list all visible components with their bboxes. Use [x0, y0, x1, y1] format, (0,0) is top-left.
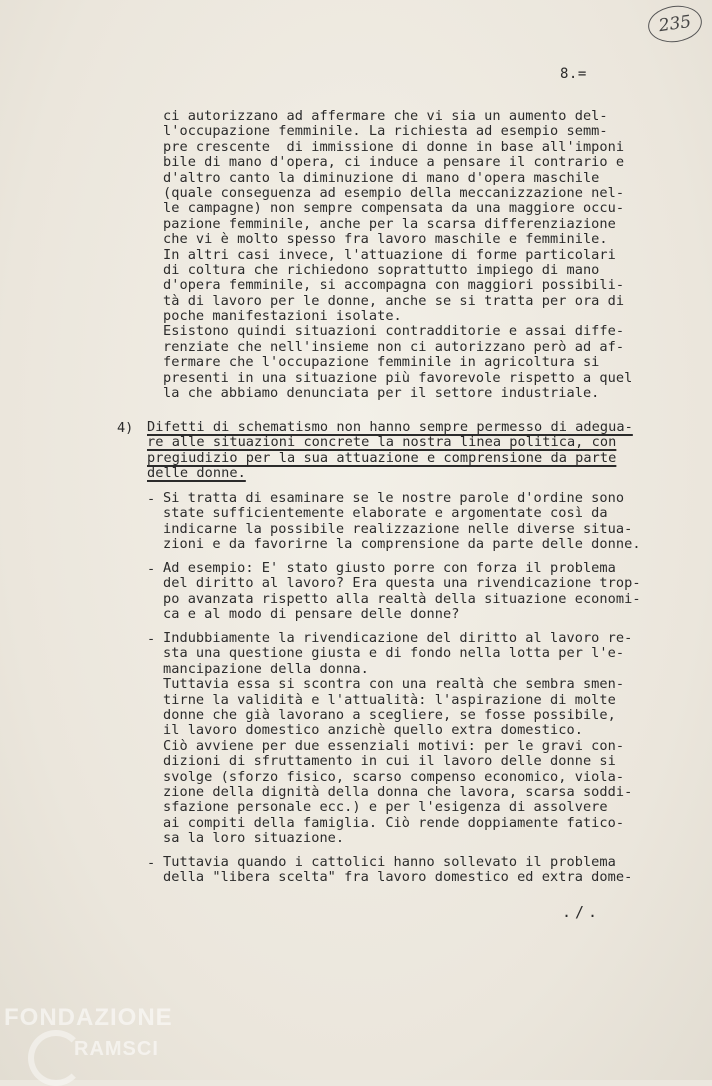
bullet-2-text	[163, 561, 641, 623]
bullet-1-line-4: zioni e da favorirne la comprensione da parte delle donne.	[163, 536, 641, 553]
paragraph-1-line-5: d'altro canto la diminuzione di mano d'opera maschile	[163, 169, 600, 186]
bullet-3-line-12: sfazione personale ecc.) e per l'esigenza di assolvere	[163, 799, 608, 816]
bullet-4-line-2: della "libera scelta" fra lavoro domestico ed extra dome-	[163, 869, 633, 886]
bullet-3-line-6: donne che già lavorano a scegliere, se fosse possibile,	[163, 706, 616, 723]
page-number: 8.=	[560, 66, 587, 82]
bullet-4-dash: -	[147, 855, 156, 871]
paragraph-1-line-7: le campagne) non sempre compensata da una maggiore occu-	[163, 200, 625, 217]
bullet-2-dash: -	[147, 561, 156, 577]
bullet-3-line-11: zione della dignità della donna che lavora, scarsa soddi-	[163, 783, 633, 800]
bullet-3-line-8: Ciò avviene per due essenziali motivi: per le gravi con-	[163, 737, 625, 754]
paragraph-1-line-17: fermare che l'occupazione femminile in agricoltura si	[163, 354, 600, 371]
bullet-2-line-4: ca e al modo di pensare delle donne?	[163, 606, 460, 623]
section-4-number: 4)	[117, 420, 134, 436]
paragraph-1-line-18: presenti in una situazione più favorevole rispetto a quel	[163, 369, 633, 386]
paragraph-1-line-16: renziate che nell'insieme non ci autorizzano però ad af-	[163, 338, 625, 355]
section-4-heading-line-1: Difetti di schematismo non hanno sempre permesso di adegua-	[147, 419, 633, 435]
bullet-3-line-1: Indubbiamente la rivendicazione del diritto al lavoro re-	[163, 630, 633, 646]
archive-stamp: 235	[646, 2, 704, 45]
bullet-1-text	[163, 491, 641, 553]
paragraph-1-line-8: pazione femminile, anche per la scarsa differenziazione	[163, 215, 616, 232]
paragraph-1	[163, 109, 632, 401]
bullet-1-line-1: Si tratta di esaminare se le nostre parole d'ordine sono	[163, 490, 625, 506]
paragraph-1-line-14: poche manifestazioni isolate.	[163, 308, 402, 325]
bullet-3-line-4: Tuttavia essa si scontra con una realtà che sembra smen-	[163, 676, 625, 693]
bullet-3-text	[163, 631, 632, 846]
bullet-3-dash: -	[147, 631, 156, 647]
paragraph-1-line-13: tà di lavoro per le donne, anche se si tratta per ora di	[163, 292, 625, 309]
bullet-3-line-3: mancipazione della donna.	[163, 660, 369, 677]
paragraph-1-line-10: In altri casi invece, l'attuazione di forme particolari	[163, 246, 616, 263]
section-4-heading-line-4: delle donne.	[147, 465, 246, 482]
paragraph-1-line-2: l'occupazione femminile. La richiesta ad esempio semm-	[163, 123, 608, 140]
paragraph-1-line-3: pre crescente di immissione di donne in base all'imponi	[163, 138, 625, 155]
bullet-1-line-2: state sufficientemente elaborate e argomentate così da	[163, 505, 608, 522]
paragraph-1-line-15: Esistono quindi situazioni contradditorie e assai diffe-	[163, 323, 625, 340]
bullet-3-line-2: sta una questione giusta e di fondo nella lotta per l'e-	[163, 645, 625, 662]
section-4-heading	[147, 420, 633, 482]
bullet-3-line-13: ai compiti della famiglia. Ciò rende doppiamente fatico-	[163, 814, 625, 831]
paragraph-1-line-4: bile di mano d'opera, ci induce a pensare il contrario e	[163, 154, 625, 171]
bullet-1-line-3: indicarne la possibile realizzazione nelle diverse situa-	[163, 520, 633, 537]
bullet-3-line-5: tirne la validità e l'attualità: l'aspirazione di molte	[163, 691, 616, 708]
bullet-2-line-2: del diritto al lavoro? Era questa una rivendicazione trop-	[163, 575, 641, 592]
bullet-4-text	[163, 855, 632, 886]
paragraph-1-line-12: d'opera femminile, si accompagna con maggiori possibili-	[163, 277, 625, 294]
bullet-1-dash: -	[147, 491, 156, 507]
fondazione-gramsci-watermark	[4, 1000, 184, 1080]
paragraph-1-line-6: (quale conseguenza ad esempio della meccanizzazione nel-	[163, 184, 625, 201]
paragraph-1-line-19: la che abbiamo denunciata per il settore industriale.	[163, 385, 600, 402]
paragraph-1-line-9: che vi è molto spesso fra lavoro maschile e femminile.	[163, 231, 608, 248]
continuation-mark: ./.	[562, 903, 602, 921]
paragraph-1-line-1: ci autorizzano ad affermare che vi sia un aumento del-	[163, 108, 608, 124]
bullet-3-line-10: svolge (sforzo fisico, scarso compenso economico, viola-	[163, 768, 625, 785]
bullet-2-line-3: po avanzata rispetto alla realtà della situazione economi-	[163, 590, 641, 607]
watermark-line-2: RAMSCI	[74, 1038, 159, 1060]
bullet-3-line-14: sa la loro situazione.	[163, 830, 345, 847]
paragraph-1-line-11: di coltura che richiedono soprattutto impiego di mano	[163, 261, 600, 278]
watermark-line-1: FONDAZIONE	[4, 1004, 173, 1031]
bullet-4-line-1: Tuttavia quando i cattolici hanno sollevato il problema	[163, 854, 616, 870]
section-4-heading-line-3: pregiudizio per la sua attuazione e comprensione da parte	[147, 449, 617, 466]
bullet-3-line-7: il lavoro domestico anzichè quello extra domestico.	[163, 722, 583, 739]
bullet-3-line-9: dizioni di sfruttamento in cui il lavoro delle donne si	[163, 753, 616, 770]
bullet-2-line-1: Ad esempio: E' stato giusto porre con forza il problema	[163, 560, 616, 576]
section-4-heading-line-2: re alle situazioni concrete la nostra linea politica, con	[147, 434, 617, 451]
